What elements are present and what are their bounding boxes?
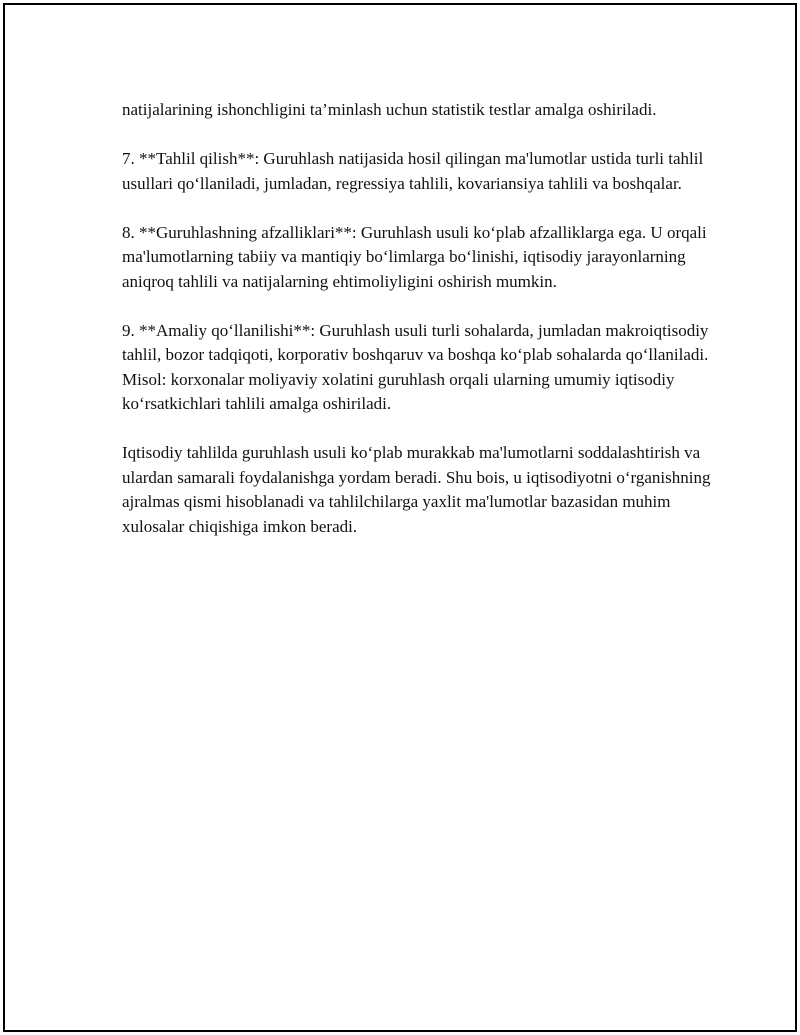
- paragraph-conclusion: Iqtisodiy tahlilda guruhlash usuli ko‘plab murakkab ma'lumotlarni soddalashtirish va ulardan samarali foydalanishga yordam beradi. Shu bois, u iqtisodiyotni o‘rganishning ajralmas qismi hisoblanadi va tahlilchilarga yaxlit ma'lumotlar bazasidan muhim xulosalar chiqishiga imkon beradi.: [122, 443, 711, 536]
- document-body: [122, 98, 712, 564]
- paragraph-amaliy-qollanilishi: 9. **Amaliy qo‘llanilishi**: Guruhlash usuli turli sohalarda, jumladan makroiqtisodiy tahlil, bozor tadqiqoti, korporativ boshqaruv va boshqa ko‘plab sohalarda qo‘llaniladi. Misol: korxonalar moliyaviy xolatini guruhlash orqali ularning umumiy iqtisodiy ko‘rsatkichlari tahlili amalga oshiriladi.: [122, 320, 709, 413]
- paragraph-continuation: natijalarining ishonchligini ta’minlash uchun statistik testlar amalga oshiriladi.: [122, 100, 657, 119]
- page-frame: [3, 3, 797, 1032]
- paragraph-tahlil-qilish: 7. **Tahlil qilish**: Guruhlash natijasida hosil qilingan ma'lumotlar ustida turli tahlil usullari qo‘llaniladi, jumladan, regressiya tahlili, kovariansiya tahlili va boshqalar.: [122, 149, 704, 193]
- paragraph-afzalliklari: 8. **Guruhlashning afzalliklari**: Guruhlash usuli ko‘plab afzalliklarga ega. U orqali ma'lumotlarning tabiiy va mantiqiy bo‘limlarga bo‘linishi, iqtisodiy jarayonlarning aniqroq tahlili va natijalarning ehtimoliyligini oshirish mumkin.: [122, 222, 707, 291]
